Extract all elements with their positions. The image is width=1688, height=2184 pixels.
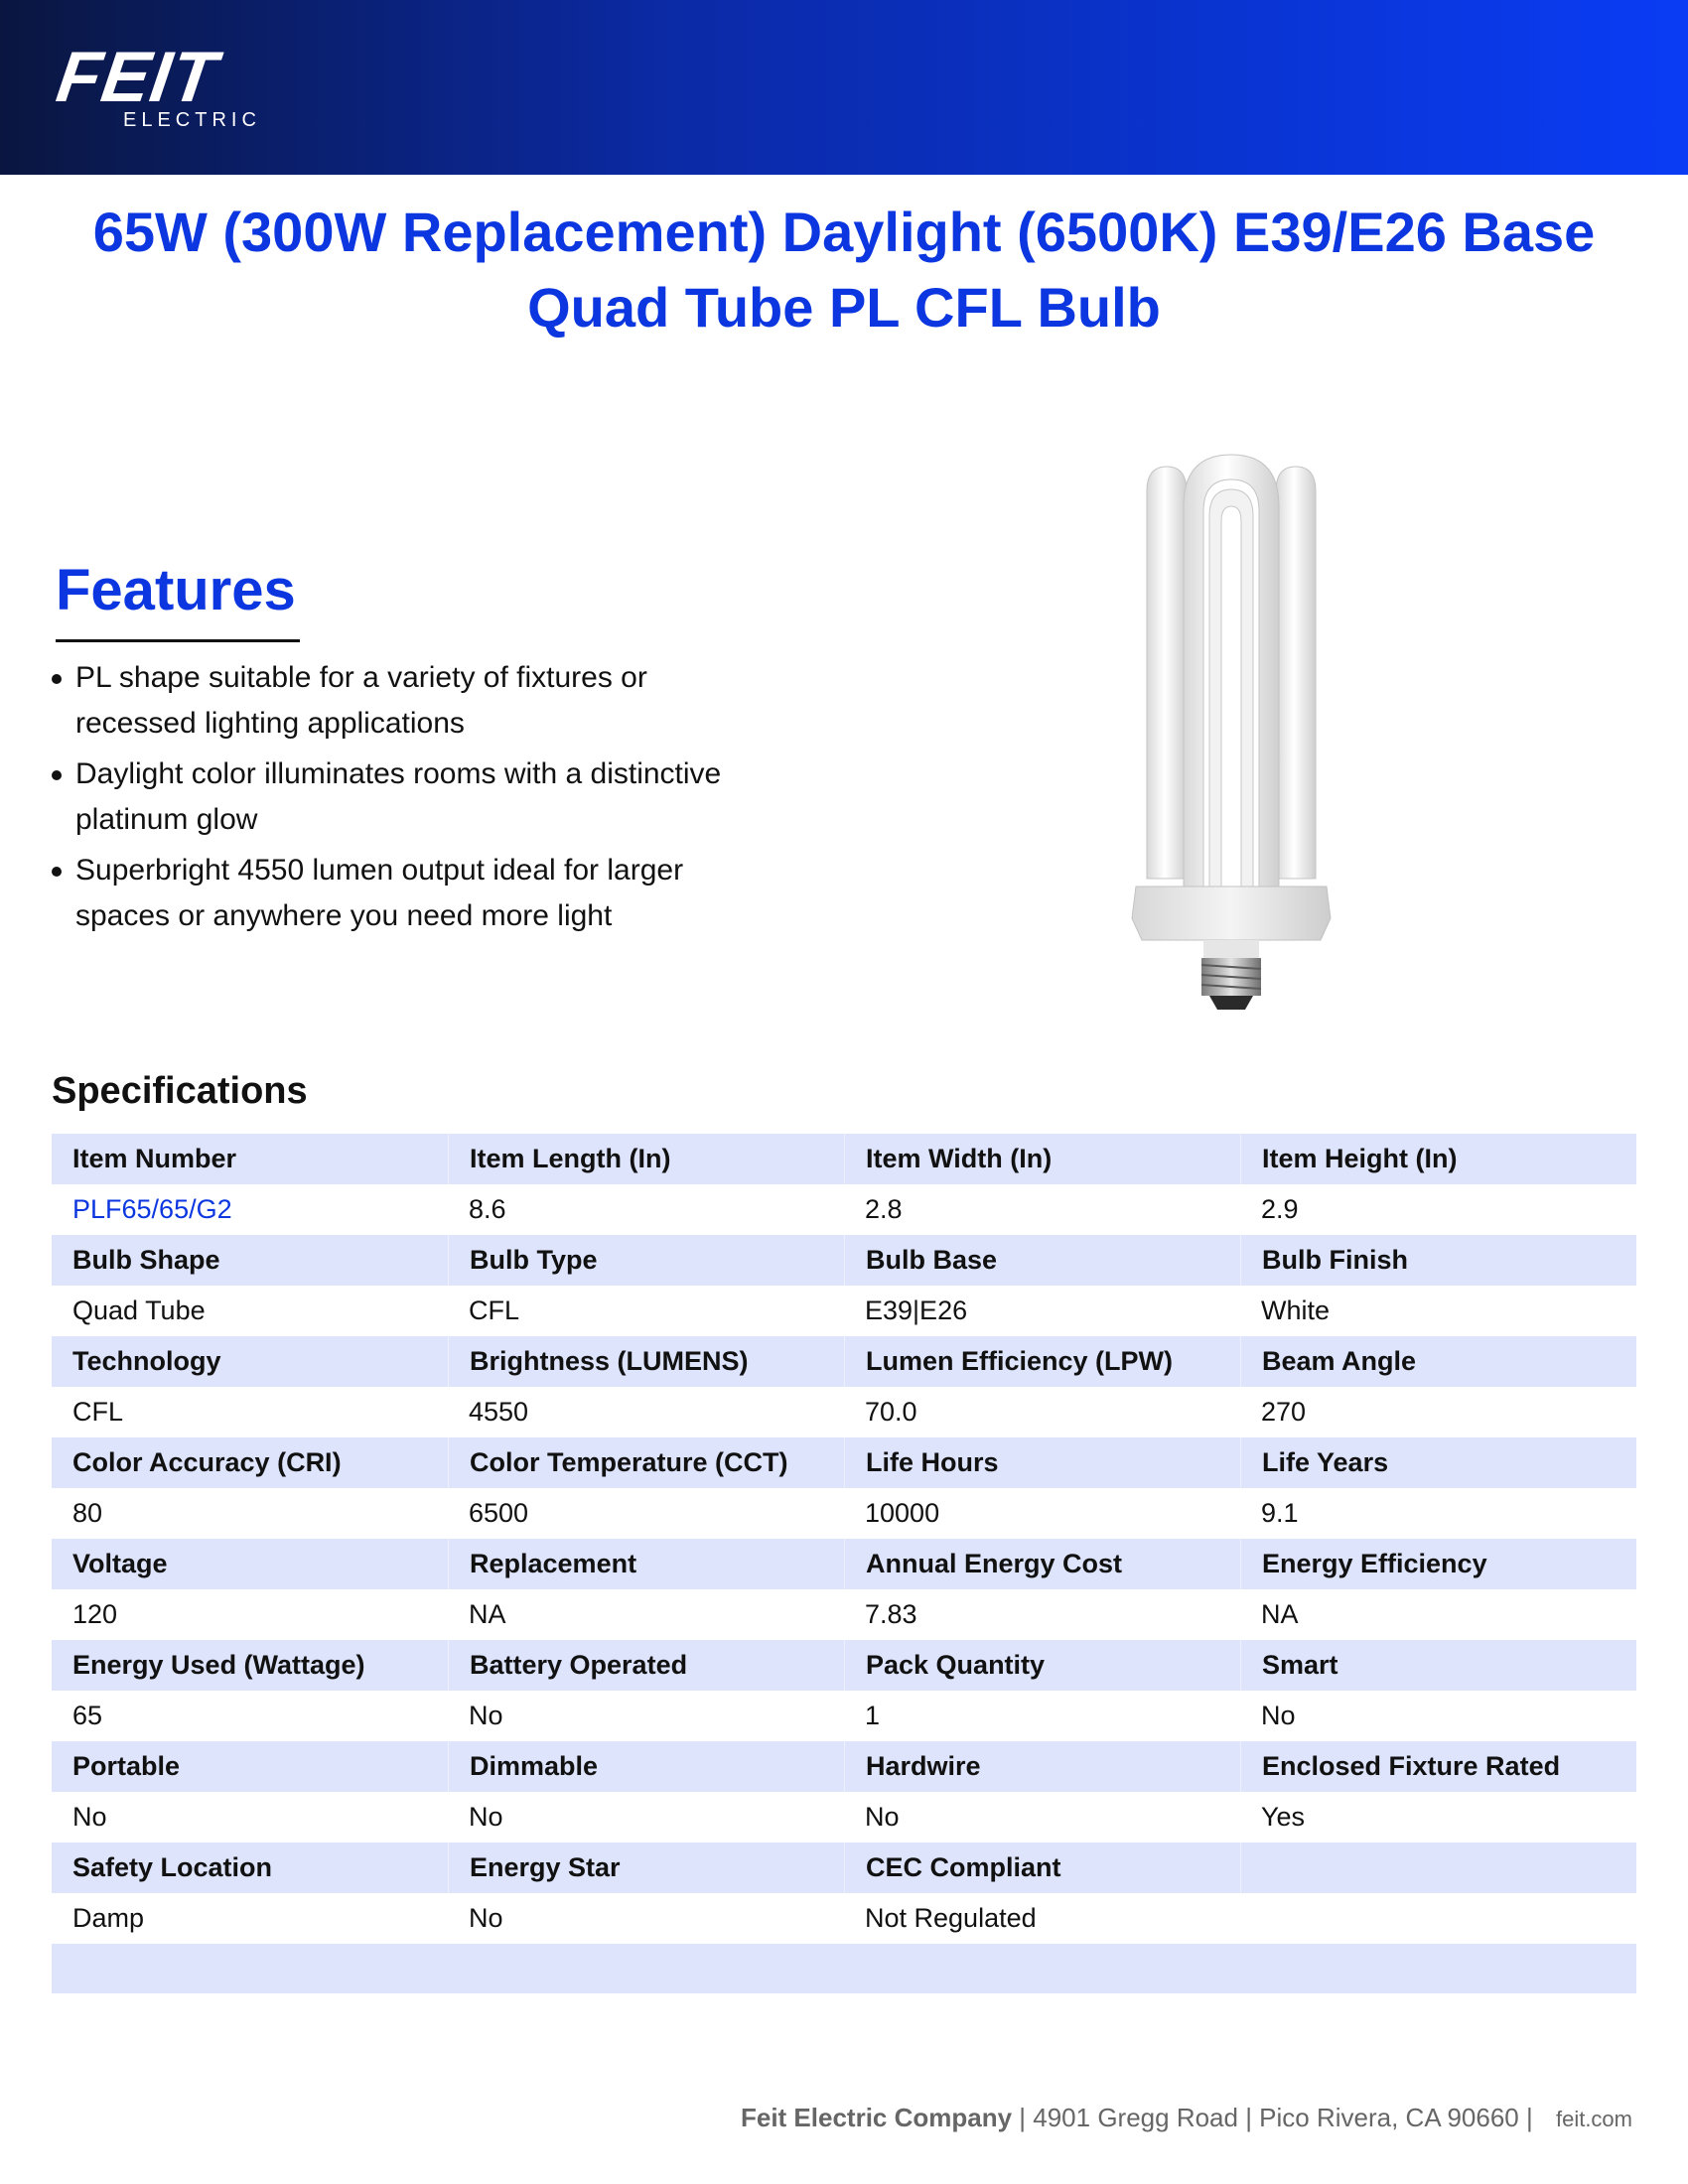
spec-value-row <box>52 1792 1636 1843</box>
spec-label: Battery Operated <box>448 1640 844 1691</box>
spec-value: Damp <box>52 1893 448 1944</box>
footer-website-link[interactable]: feit.com <box>1555 2107 1632 2131</box>
spec-value: 8.6 <box>448 1184 844 1235</box>
spec-label: CEC Compliant <box>844 1843 1240 1893</box>
spec-value <box>1240 1893 1636 1944</box>
spec-value-row <box>52 1286 1636 1336</box>
spec-value: 2.9 <box>1240 1184 1636 1235</box>
spec-label-row <box>52 1640 1636 1691</box>
spec-value: White <box>1240 1286 1636 1336</box>
bulb-image <box>1122 452 1340 1027</box>
feature-item: Superbright 4550 lumen output ideal for larger spaces or anywhere you need more light <box>48 848 763 939</box>
spec-label: Hardwire <box>844 1741 1240 1792</box>
spec-label-row <box>52 1741 1636 1792</box>
spec-value: 10000 <box>844 1488 1240 1539</box>
spec-value: 70.0 <box>844 1387 1240 1437</box>
footer <box>741 2103 1632 2133</box>
spec-label: Item Width (In) <box>844 1134 1240 1184</box>
spec-label: Beam Angle <box>1240 1336 1636 1387</box>
logo-subtitle: ELECTRIC <box>123 109 261 131</box>
spec-label: Item Length (In) <box>448 1134 844 1184</box>
spec-value: Quad Tube <box>52 1286 448 1336</box>
item-number-link[interactable]: PLF65/65/G2 <box>52 1184 448 1235</box>
spec-value: 6500 <box>448 1488 844 1539</box>
spec-label: Enclosed Fixture Rated <box>1240 1741 1636 1792</box>
spec-value: Yes <box>1240 1792 1636 1843</box>
spec-label: Life Years <box>1240 1437 1636 1488</box>
brand-header <box>0 0 1688 175</box>
spec-label-row <box>52 1539 1636 1589</box>
spec-label: Item Number <box>52 1134 448 1184</box>
spec-empty-row <box>52 1944 1636 1993</box>
spec-label: Lumen Efficiency (LPW) <box>844 1336 1240 1387</box>
specifications-heading: Specifications <box>52 1070 308 1112</box>
feature-item: Daylight color illuminates rooms with a distinctive platinum glow <box>48 751 763 843</box>
logo-wordmark: FEIT <box>52 38 222 117</box>
spec-value: 4550 <box>448 1387 844 1437</box>
feit-logo[interactable] <box>52 38 306 131</box>
spec-label: Color Accuracy (CRI) <box>52 1437 448 1488</box>
spec-label-row <box>52 1336 1636 1387</box>
spec-label: Energy Used (Wattage) <box>52 1640 448 1691</box>
footer-company: Feit Electric Company <box>740 2103 1013 2132</box>
spec-value: Not Regulated <box>844 1893 1240 1944</box>
spec-value: 270 <box>1240 1387 1636 1437</box>
spec-value: 1 <box>844 1691 1240 1741</box>
spec-label: Pack Quantity <box>844 1640 1240 1691</box>
spec-label: Safety Location <box>52 1843 448 1893</box>
spec-label: Bulb Shape <box>52 1235 448 1286</box>
spec-label: Bulb Finish <box>1240 1235 1636 1286</box>
spec-value: CFL <box>52 1387 448 1437</box>
spec-empty-cell <box>52 1944 448 1993</box>
spec-value: NA <box>448 1589 844 1640</box>
spec-label-row <box>52 1843 1636 1893</box>
features-list <box>48 655 763 944</box>
spec-label: Item Height (In) <box>1240 1134 1636 1184</box>
spec-value: 65 <box>52 1691 448 1741</box>
features-divider <box>56 639 300 642</box>
footer-address: | 4901 Gregg Road | Pico Rivera, CA 90660 | <box>1012 2103 1540 2132</box>
spec-label: Portable <box>52 1741 448 1792</box>
spec-value-row <box>52 1184 1636 1235</box>
spec-label: Bulb Type <box>448 1235 844 1286</box>
spec-label-row <box>52 1134 1636 1184</box>
spec-label: Technology <box>52 1336 448 1387</box>
spec-label: Dimmable <box>448 1741 844 1792</box>
spec-value: No <box>448 1792 844 1843</box>
spec-value: 120 <box>52 1589 448 1640</box>
spec-label: Color Temperature (CCT) <box>448 1437 844 1488</box>
spec-value: 80 <box>52 1488 448 1539</box>
feature-item: PL shape suitable for a variety of fixtures or recessed lighting applications <box>48 655 763 747</box>
spec-label: Brightness (LUMENS) <box>448 1336 844 1387</box>
spec-label <box>1240 1843 1636 1893</box>
spec-value: 2.8 <box>844 1184 1240 1235</box>
spec-label: Voltage <box>52 1539 448 1589</box>
spec-empty-cell <box>448 1944 844 1993</box>
features-heading: Features <box>56 558 296 622</box>
spec-value: No <box>448 1893 844 1944</box>
spec-value-row <box>52 1893 1636 1944</box>
product-title <box>40 195 1648 345</box>
spec-label: Annual Energy Cost <box>844 1539 1240 1589</box>
spec-label: Life Hours <box>844 1437 1240 1488</box>
spec-value: E39|E26 <box>844 1286 1240 1336</box>
spec-label: Replacement <box>448 1539 844 1589</box>
spec-value-row <box>52 1691 1636 1741</box>
spec-value-row <box>52 1488 1636 1539</box>
spec-empty-cell <box>844 1944 1240 1993</box>
spec-label: Energy Star <box>448 1843 844 1893</box>
spec-value-row <box>52 1589 1636 1640</box>
spec-value: No <box>1240 1691 1636 1741</box>
specifications-table <box>52 1134 1636 1993</box>
spec-value: No <box>52 1792 448 1843</box>
spec-value: 7.83 <box>844 1589 1240 1640</box>
spec-label: Energy Efficiency <box>1240 1539 1636 1589</box>
spec-value-row <box>52 1387 1636 1437</box>
spec-empty-cell <box>1240 1944 1636 1993</box>
product-title-line1: 65W (300W Replacement) Daylight (6500K) E39/E26 Base <box>92 201 1596 263</box>
product-title-line2: Quad Tube PL CFL Bulb <box>527 276 1161 339</box>
spec-value: CFL <box>448 1286 844 1336</box>
spec-value: NA <box>1240 1589 1636 1640</box>
spec-label-row <box>52 1437 1636 1488</box>
spec-label: Smart <box>1240 1640 1636 1691</box>
spec-value: No <box>448 1691 844 1741</box>
spec-value: 9.1 <box>1240 1488 1636 1539</box>
spec-label: Bulb Base <box>844 1235 1240 1286</box>
spec-label-row <box>52 1235 1636 1286</box>
spec-value: No <box>844 1792 1240 1843</box>
